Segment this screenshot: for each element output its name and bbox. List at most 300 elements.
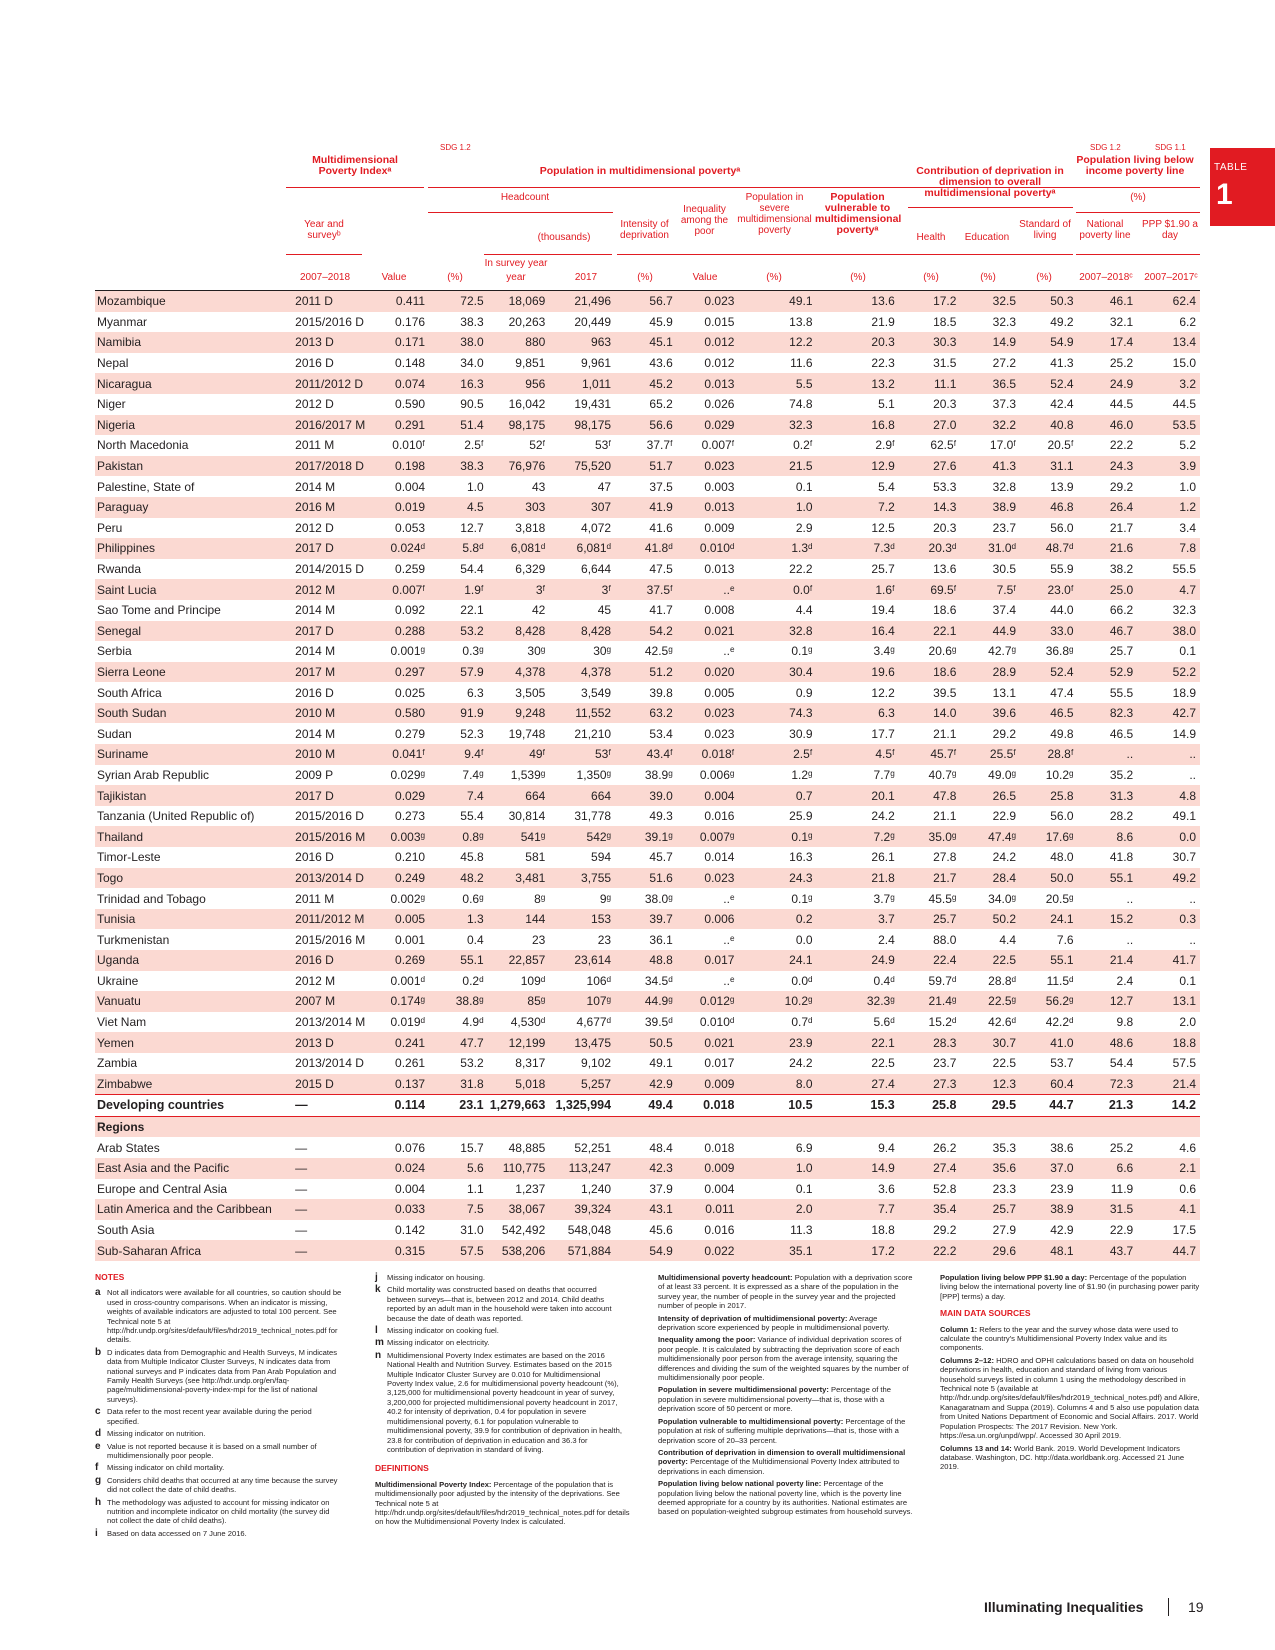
row-cell: 54.9	[615, 1240, 677, 1261]
row-cell: 11.1	[899, 373, 961, 394]
row-cell: 25.8	[1020, 785, 1078, 806]
row-cell: 0.004	[395, 479, 426, 494]
row-cell: 22.1	[899, 621, 961, 642]
row-cell: 542,492	[501, 1223, 546, 1238]
row-cell: 24.1	[738, 950, 816, 971]
row-name: Paraguay	[95, 497, 285, 518]
row-name: Serbia	[97, 644, 132, 659]
row-cell: ..	[1189, 932, 1196, 947]
row-name: Sub-Saharan Africa	[95, 1240, 285, 1261]
source-text: Refers to the year and the survey whose data were used to calculate the country's Multidimensional Poverty Index value and its components.	[940, 1324, 1179, 1353]
table-row	[95, 806, 1200, 827]
row-year-survey: 2009 P	[295, 767, 334, 782]
row-year-survey: 2010 M	[285, 703, 378, 724]
row-cell: 56.7	[615, 291, 677, 312]
row-cell: 4.5	[429, 497, 488, 518]
row-cell: 7.4ᵍ	[462, 767, 484, 782]
row-cell: 23.7	[992, 520, 1017, 535]
row-cell: 21.4ᵍ	[899, 991, 961, 1012]
def-title: Intensity of deprivation of multidimensional poverty:	[658, 1313, 848, 1323]
row-cell: 55.1	[1020, 950, 1078, 971]
row-cell: 0.017	[704, 1056, 735, 1071]
row-cell: 41.7	[1137, 950, 1200, 971]
row-cell: 0.0	[1137, 826, 1200, 847]
unit-label: (%)	[850, 272, 866, 283]
row-cell: 23.3	[992, 1181, 1017, 1196]
row-cell: 12.3	[960, 1074, 1020, 1095]
row-cell: 0.016	[704, 1223, 735, 1238]
row-cell: 69.5ᶠ	[899, 579, 961, 600]
row-name: Vanuatu	[95, 991, 285, 1012]
row-cell: 0.019ᵈ	[390, 1015, 426, 1030]
row-cell: 47.5	[649, 562, 673, 577]
row-cell: 307	[549, 497, 615, 518]
row-cell: 72.5	[429, 291, 488, 312]
row-cell: 20.6ᵍ	[928, 644, 957, 659]
row-year-survey: 2017/2018 D	[285, 456, 378, 477]
row-cell: 0.288	[378, 621, 429, 642]
row-cell: 3.9	[1137, 456, 1200, 477]
row-cell: 49.8	[1050, 726, 1074, 741]
row-cell: 38.9	[960, 497, 1020, 518]
row-cell: 0.261	[395, 1056, 426, 1071]
row-cell: 51.2	[615, 662, 677, 683]
table-row	[95, 971, 1200, 992]
row-name: Zimbabwe	[95, 1074, 285, 1095]
row-cell: 46.8	[1020, 497, 1078, 518]
row-cell: 0.029	[677, 415, 739, 436]
row-cell: 41.9	[615, 497, 677, 518]
row-cell: 15.2ᵈ	[928, 1015, 957, 1030]
table-row	[95, 291, 1200, 312]
row-cell: 0.210	[395, 850, 426, 865]
row-cell: 32.2	[960, 415, 1020, 436]
row-cell: 7.5ᶠ	[960, 579, 1020, 600]
row-cell: 0.021	[677, 1032, 739, 1053]
row-year-survey: 2012 D	[295, 520, 334, 535]
row-cell: 37.0	[1020, 1158, 1078, 1179]
table-row	[95, 415, 1200, 436]
row-cell: 42.9	[1050, 1223, 1074, 1238]
row-cell: 1,237	[515, 1181, 546, 1196]
row-cell: 38.9ᵍ	[644, 767, 673, 782]
row-cell: 6.6	[1078, 1158, 1138, 1179]
def-title: Multidimensional Poverty Index:	[375, 1479, 492, 1489]
row-cell: ..	[1189, 767, 1196, 782]
row-cell: 57.5	[1172, 1056, 1196, 1071]
row-cell: 9ᵍ	[599, 891, 612, 906]
row-cell: 541ᵍ	[488, 826, 550, 847]
row-cell: 0.029	[378, 785, 429, 806]
row-name: East Asia and the Pacific	[95, 1158, 285, 1179]
row-cell: 1.1	[466, 1181, 484, 1196]
row-cell: 16,042	[508, 397, 546, 412]
table-row	[95, 785, 1200, 806]
row-cell: 53ᶠ	[549, 744, 615, 765]
row-cell: 46.5	[1020, 703, 1078, 724]
row-cell: 0.001ᵍ	[390, 644, 426, 659]
row-cell: 4.6	[1179, 1140, 1196, 1155]
row-cell: 13.8	[789, 314, 813, 329]
row-cell: 109ᵈ	[520, 973, 546, 988]
row-cell: 44.0	[1050, 603, 1074, 618]
row-cell: 30.7	[1172, 850, 1196, 865]
row-year-survey: 2014/2015 D	[295, 562, 364, 577]
row-cell: 0.580	[378, 703, 429, 724]
row-cell: 39.1ᵍ	[615, 826, 677, 847]
row-cell: 10.2ᵍ	[738, 991, 816, 1012]
row-cell: 581	[525, 850, 546, 865]
row-cell: 90.5	[460, 397, 484, 412]
notes-column-2: j Missing indicator on housing. k Child mortality was constructed based on deaths that occurred between surveys—that is, between 2012 and 2014. Child deaths reported by an adult man in the household were taken into account because the date of death was reported. l Missing indicator on cooking fuel. m Missing indicator on electricity. n Multidimensional Poverty Index estimates are based on the 2016 National Health and Nutrition Survey. Estimates based on the 2015 Multiple Indicator Cluster Survey are 0.010 for Multidimensional Poverty Index value, 2.6 for multidimensional poverty headcount (%), 3,125,000 for multidimensional poverty headcount in year of survey, 3,200,000 for projected multidimensional poverty headcount in 2017, 40.2 for intensity of deprivation, 0.4 for population in severe multidimensional poverty, 6.1 for population vulnerable to multidimensional poverty, 39.9 for contribution of deprivation in health, 23.8 for contribution of deprivation in education and 36.3 for contribution of deprivation in standard of living. DEFINITIONS Multidimensional Poverty Index: Percentage of the population that is multidimensionally poor adjusted by the intensity of the deprivations. See Technical note 5 at http://hdr.undp.org/sites/default/files/hdr2019_technical_notes.pdf for details on how the Multidimensional Poverty Index is calculated.	[375, 1273, 635, 1530]
row-cell: 0.4ᵈ	[873, 973, 895, 988]
row-cell: 37.9	[649, 1181, 673, 1196]
row-cell: 88.0	[933, 932, 957, 947]
row-cell: 548,048	[567, 1223, 612, 1238]
row-cell: 2.0	[738, 1199, 816, 1220]
region-row	[95, 1158, 1200, 1179]
row-cell: 53.2	[429, 621, 488, 642]
note-i: Based on data accessed on 7 June 2016.	[107, 1528, 247, 1538]
row-cell: 0.171	[378, 332, 429, 353]
row-cell: 7.2	[817, 497, 899, 518]
row-cell: 25.7	[1109, 644, 1134, 659]
row-cell: 6,081ᵈ	[549, 538, 615, 559]
row-cell: 0.269	[378, 950, 429, 971]
row-cell: 22.5	[992, 1056, 1017, 1071]
row-cell: 12.5	[871, 520, 895, 535]
row-cell: 0.241	[378, 1032, 429, 1053]
row-cell: 14.0	[899, 703, 961, 724]
row-cell: 7.4	[429, 785, 488, 806]
row-cell: 6,081ᵈ	[488, 538, 550, 559]
sources-heading: MAIN DATA SOURCES	[940, 1308, 1031, 1319]
notes-column-1: NOTES a Not all indicators were available for all countries, so caution should be used in cross-country comparisons. When an indicator is missing, weights of available indicators are adjusted to total 100 percent. See Technical note 5 at http://hdr.undp.org/sites/default/files/hdr2019_technical_notes.pdf for details. b D indicates data from Demographic and Health Surveys, M indicates data from Multiple Indicator Cluster Surveys, N indicates data from national surveys and P indicates data from Pan Arab Population and Family Health Surveys (see http://hdr.undp.org/en/faq-page/multidimensional-poverty-index-mpi for the list of national surveys). c Data refer to the most recent year available during the period specified. d Missing indicator on nutrition. e Value is not reported because it is based on a small number of multidimensionally poor people. f Missing indicator on child mortality. g Considers child deaths that occurred at any time because the survey did not collect the date of child deaths. h The methodology was adjusted to account for missing indicator on nutrition and incomplete indicator on child mortality (the survey did not collect the date of child deaths). i Based on data accessed on 7 June 2016.	[95, 1273, 350, 1541]
row-cell: 76,976	[488, 456, 550, 477]
row-cell: 0.114	[378, 1095, 429, 1117]
row-cell: 12.2	[871, 685, 895, 700]
row-year-survey: 2013 D	[285, 332, 378, 353]
row-cell: 36.5	[960, 373, 1020, 394]
table-row	[95, 991, 1200, 1012]
header-contribution: Contribution of deprivation in dimension to overall multidimensional povertyᵃ	[916, 165, 1064, 199]
row-cell: 33.0	[1020, 621, 1078, 642]
row-cell: 0.005	[378, 909, 429, 930]
row-cell: 30,814	[508, 809, 546, 824]
row-cell: 53.5	[1137, 415, 1200, 436]
row-cell: 38.6	[1050, 1140, 1074, 1155]
row-cell: 2.0	[1179, 1015, 1196, 1030]
row-cell: 44.5	[1172, 397, 1196, 412]
row-cell: 17.2	[817, 1240, 899, 1261]
row-cell: 57.5	[429, 1240, 488, 1261]
row-cell: 14.9	[960, 332, 1020, 353]
note-c: Data refer to the most recent year available during the period specified.	[107, 1407, 312, 1426]
row-name: Syrian Arab Republic	[97, 767, 210, 782]
row-cell: 12.7	[1078, 991, 1138, 1012]
unit-label: 2007–2017ᶜ	[1144, 272, 1198, 283]
row-name: Mozambique	[95, 291, 285, 312]
row-cell: 0.174ᵍ	[378, 991, 429, 1012]
unit-label: (%)	[447, 272, 463, 283]
row-name: Palestine, State of	[97, 479, 195, 494]
row-cell: 0.074	[378, 373, 429, 394]
row-cell: 153	[549, 909, 615, 930]
header-in-survey-year: In survey year	[484, 258, 548, 269]
row-cell: 0.020	[677, 662, 739, 683]
row-cell: 0.009	[677, 1158, 739, 1179]
row-cell: 28.8ᵈ	[988, 973, 1017, 988]
row-cell: ..	[1078, 744, 1138, 765]
row-cell: 6,644	[581, 562, 612, 577]
row-cell: 0.148	[395, 356, 426, 371]
row-year-survey: 2015/2016 D	[295, 809, 364, 824]
header-health: Health	[916, 232, 946, 243]
row-cell: 42.7ᵍ	[988, 644, 1017, 659]
row-cell: 43.4ᶠ	[615, 744, 677, 765]
row-cell: 24.9	[817, 950, 899, 971]
row-cell: 54.9	[1020, 332, 1078, 353]
table-row	[95, 1074, 1200, 1095]
row-cell: 0.024ᵈ	[378, 538, 429, 559]
row-cell: 0.026	[704, 397, 735, 412]
row-name: Niger	[97, 397, 126, 412]
row-cell: 53.3	[933, 479, 957, 494]
source-title: Column 1:	[940, 1324, 978, 1334]
row-cell: 13.1	[992, 685, 1017, 700]
row-year-survey: —	[285, 1095, 378, 1117]
row-cell: 22,857	[488, 950, 550, 971]
row-cell: 0.259	[395, 562, 426, 577]
row-cell: 18.6	[933, 603, 957, 618]
developing-countries-row	[95, 1095, 1200, 1117]
row-cell: 20.3	[933, 520, 957, 535]
row-cell: 0.009	[704, 520, 735, 535]
row-cell: 11.6	[790, 356, 813, 371]
header-income: Population living below income poverty line	[1076, 154, 1194, 177]
def-title: Population in severe multidimensional poverty:	[658, 1385, 829, 1395]
row-year-survey: —	[295, 1181, 308, 1196]
row-cell: 17.0ᶠ	[989, 438, 1017, 453]
row-cell: 41.0	[1020, 1032, 1078, 1053]
row-year-survey: 2016 D	[295, 685, 334, 700]
row-cell: 52,251	[574, 1140, 612, 1155]
row-cell: 25.0	[1078, 579, 1138, 600]
row-cell: 48.0	[1050, 850, 1074, 865]
table-row	[95, 744, 1200, 765]
row-cell: 22.2	[789, 562, 813, 577]
row-cell: 5.2	[1179, 438, 1196, 453]
row-cell: 23	[531, 932, 546, 947]
row-cell: 9.8	[1116, 1015, 1134, 1030]
row-cell: 25.9	[789, 809, 813, 824]
row-cell: ..	[1126, 891, 1134, 906]
row-cell: 0.015	[704, 314, 735, 329]
row-cell: 0.9	[795, 685, 813, 700]
row-cell: 1,539ᵍ	[510, 767, 546, 782]
row-cell: 56.2ᵍ	[1020, 991, 1078, 1012]
row-cell: 82.3	[1078, 703, 1138, 724]
row-cell: 8,428	[549, 621, 615, 642]
row-cell: 45.1	[615, 332, 677, 353]
row-cell: 44.9	[960, 621, 1020, 642]
row-cell: 45.8	[460, 850, 484, 865]
unit-label: Value	[381, 272, 407, 283]
row-cell: 4,378	[549, 662, 615, 683]
row-cell: 25.7	[960, 1199, 1020, 1220]
row-cell: 4.4	[795, 603, 813, 618]
row-cell: 16.4	[817, 621, 899, 642]
row-cell: 3,505	[515, 685, 546, 700]
row-cell: 0.024	[378, 1158, 429, 1179]
unit-label: (%)	[637, 272, 653, 283]
row-cell: 41.3	[1050, 356, 1074, 371]
row-cell: 0.013	[677, 497, 739, 518]
row-cell: 22.5	[960, 950, 1020, 971]
row-cell: 19.4	[871, 603, 895, 618]
header-mpi: Multidimensional Poverty Indexᵃ	[312, 154, 398, 177]
row-cell: 63.2	[615, 703, 677, 724]
row-name: North Macedonia	[97, 438, 189, 453]
row-name: Sao Tome and Principe	[97, 603, 221, 618]
def-title: Population living below national poverty line:	[658, 1479, 822, 1489]
row-cell: 42.2ᵈ	[1045, 1015, 1074, 1030]
row-cell: 14.9	[817, 1158, 899, 1179]
row-cell: 16.8	[817, 415, 899, 436]
table-row	[95, 1053, 1200, 1074]
table-row	[95, 353, 1200, 374]
row-year-survey: —	[285, 1240, 378, 1261]
row-cell: 4.7	[1137, 579, 1200, 600]
row-cell: 28.8ᶠ	[1020, 744, 1078, 765]
mpi-table	[95, 291, 1200, 1261]
note-j: Missing indicator on housing.	[387, 1273, 485, 1282]
row-cell: 14.3	[899, 497, 961, 518]
row-cell: 0.0	[795, 932, 813, 947]
row-cell: 36.8ᵍ	[1045, 644, 1074, 659]
row-cell: 28.4	[960, 868, 1020, 889]
row-cell: 22.4	[899, 950, 961, 971]
row-cell: 7.3ᵈ	[817, 538, 899, 559]
sdg-label: SDG 1.1	[1155, 143, 1186, 152]
row-cell: 0.004	[395, 1181, 426, 1196]
row-name: Philippines	[95, 538, 285, 559]
header-severe: Population in severe multidimensional poverty	[737, 192, 812, 236]
def-title: Inequality among the poor:	[658, 1335, 756, 1345]
table-row	[95, 476, 1200, 497]
row-cell: 42.3	[615, 1158, 677, 1179]
row-year-survey: 2014 M	[295, 479, 336, 494]
row-name: Trinidad and Tobago	[97, 891, 206, 906]
row-cell: 41.3	[960, 456, 1020, 477]
note-h: The methodology was adjusted to account for missing indicator on nutrition and incomplete indicator on child mortality (the survey did not collect the date of child deaths).	[107, 1497, 330, 1526]
source-title: Columns 2–12:	[940, 1355, 995, 1365]
row-cell: 18.5	[933, 314, 957, 329]
row-cell: 2.4	[878, 932, 895, 947]
row-cell: 45.7ᶠ	[899, 744, 961, 765]
row-cell: 35.4	[899, 1199, 961, 1220]
row-cell: 35.3	[992, 1140, 1017, 1155]
row-cell: 31.0ᵈ	[960, 538, 1020, 559]
row-cell: 11,552	[549, 703, 615, 724]
row-cell: 21.6	[1078, 538, 1138, 559]
row-cell: 0.012ᵍ	[677, 991, 739, 1012]
row-cell: 0.1	[1179, 644, 1196, 659]
row-cell: 12.2	[738, 332, 816, 353]
note-e: Value is not reported because it is based on a small number of multidimensionally poor people.	[107, 1441, 317, 1460]
row-cell: 6.9	[795, 1140, 813, 1155]
row-cell: 0.1ᵍ	[791, 891, 813, 906]
row-cell: 0.010ᵈ	[699, 1015, 735, 1030]
row-cell: 49.1	[1172, 809, 1196, 824]
row-cell: 0.007ᶠ	[701, 438, 735, 453]
row-cell: 66.2	[1109, 603, 1134, 618]
row-cell: 3.4ᵍ	[873, 644, 895, 659]
row-cell: 4,677ᵈ	[576, 1015, 612, 1030]
row-cell: 664	[549, 785, 615, 806]
row-cell: 0.003ᵍ	[378, 826, 429, 847]
row-cell: 30ᵍ	[527, 644, 546, 659]
def-text: Percentage of the Multidimensional Poverty Index attributed to deprivations in each dimension.	[658, 1457, 900, 1476]
row-cell: 37.7ᶠ	[646, 438, 673, 453]
row-cell: 16.3	[789, 850, 813, 865]
row-cell: 5,018	[488, 1074, 550, 1095]
row-cell: 542ᵍ	[549, 826, 615, 847]
row-cell: 0.1	[795, 1181, 813, 1196]
table-row	[95, 765, 1200, 786]
row-cell: 0.0ᶠ	[738, 579, 816, 600]
row-cell: 21,210	[574, 726, 612, 741]
row-cell: 39.0	[615, 785, 677, 806]
row-cell: 49.1	[649, 1056, 673, 1071]
row-cell: 5.8ᵈ	[429, 538, 488, 559]
row-cell: 2.9	[795, 520, 813, 535]
row-cell: 0.001ᵈ	[390, 973, 426, 988]
row-cell: 26.4	[1078, 497, 1138, 518]
row-cell: 4,072	[581, 520, 612, 535]
row-cell: 62.5ᶠ	[930, 438, 957, 453]
header-income-pct: (%)	[1130, 192, 1146, 203]
region-row	[95, 1179, 1200, 1200]
row-cell: 4,530ᵈ	[510, 1015, 546, 1030]
row-cell: 27.6	[899, 456, 961, 477]
def-text: Population with a deprivation score of at least 33 percent. It is expressed as a share of the population in the survey year, the number of people in the survey year and the projected number of people in 2017.	[658, 1273, 913, 1311]
source-text: World Bank. 2019. World Development Indicators database. Washington, DC. http://data.worldbank.org. Accessed 21 June 2019.	[940, 1443, 1185, 1472]
row-name: Thailand	[95, 826, 285, 847]
row-cell: 0.005	[704, 685, 735, 700]
row-cell: 0.018	[677, 1095, 739, 1117]
table-row	[95, 394, 1200, 415]
row-year-survey: 2017 M	[285, 662, 378, 683]
row-cell: 23.9	[738, 1032, 816, 1053]
row-cell: 15.0	[1172, 356, 1196, 371]
row-cell: 0.076	[395, 1140, 426, 1155]
row-cell: 7.2ᵍ	[817, 826, 899, 847]
row-cell: 1.0	[738, 1158, 816, 1179]
row-cell: ..ᵉ	[723, 932, 735, 947]
row-cell: 25.2	[1109, 356, 1134, 371]
row-year-survey: —	[295, 1140, 308, 1155]
row-cell: 0.013	[677, 373, 739, 394]
def-text: Variance of individual deprivation scores of poor people. It is calculated by subtracting the deprivation score of each multidimensionally poor person from the average intensity, squaring the differences and dividing the sum of the weighted squares by the number of multidimensionally poor people.	[658, 1335, 909, 1383]
row-cell: 5.1	[878, 397, 895, 412]
row-name: Latin America and the Caribbean	[95, 1199, 285, 1220]
row-cell: 32.1	[1109, 314, 1134, 329]
row-cell: 72.3	[1078, 1074, 1138, 1095]
row-cell: 0.025	[395, 685, 426, 700]
row-cell: 32.8	[992, 479, 1017, 494]
row-cell: 4.4	[999, 932, 1017, 947]
